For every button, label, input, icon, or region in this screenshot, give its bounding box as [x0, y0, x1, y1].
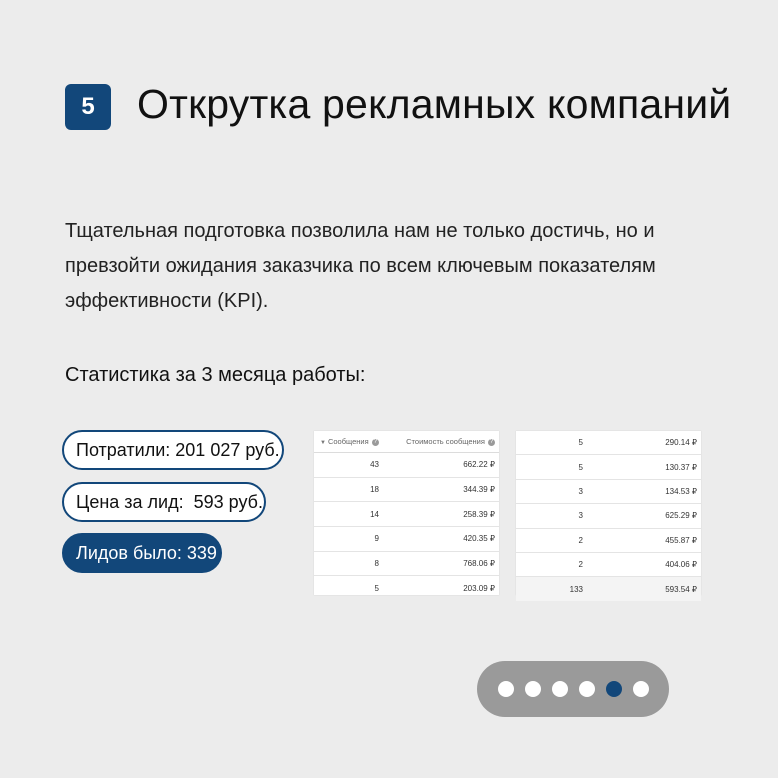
pagination-dot[interactable] [552, 681, 568, 697]
pagination-dot[interactable] [633, 681, 649, 697]
table-row [314, 576, 499, 600]
leads-count-stat-pill: Лидов было: 339 [62, 533, 222, 573]
cell-messages: 8 [374, 559, 379, 569]
stats-subheading: Статистика за 3 месяца работы: [65, 364, 366, 386]
cell-cost: 290.14 ₽ [665, 438, 697, 448]
cell-messages: 5 [374, 583, 379, 593]
slide-pagination [477, 661, 669, 717]
table-row [314, 502, 499, 527]
cell-cost: 768.06 ₽ [463, 559, 495, 569]
column-header-messages-label: Сообщения [327, 437, 369, 446]
cell-messages: 5 [578, 438, 583, 448]
spent-stat-pill: Потратили: 201 027 руб. [62, 430, 284, 470]
cell-cost: 134.53 ₽ [665, 486, 697, 496]
table-row [314, 552, 499, 577]
table-row [314, 478, 499, 503]
table-row [516, 431, 701, 455]
cell-cost: 203.09 ₽ [463, 583, 495, 593]
column-header-messages[interactable] [314, 437, 384, 446]
table-row [516, 553, 701, 577]
table-row [516, 480, 701, 504]
table-body [516, 431, 701, 601]
table-row [516, 455, 701, 479]
table-header [314, 431, 499, 453]
lead-price-stat-pill: Цена за лид: 593 руб. [62, 482, 266, 522]
table-row [314, 527, 499, 552]
column-header-cost[interactable] [384, 437, 499, 446]
cell-messages: 14 [370, 509, 379, 519]
cell-messages: 18 [370, 485, 379, 495]
table-body [314, 453, 499, 600]
pagination-dot[interactable] [498, 681, 514, 697]
cell-cost: 625.29 ₽ [665, 511, 697, 521]
slide-number-badge: 5 [65, 84, 111, 130]
cell-cost: 130.37 ₽ [665, 462, 697, 472]
table-row [516, 504, 701, 528]
cell-cost: 258.39 ₽ [463, 509, 495, 519]
table-row [516, 529, 701, 553]
cell-cost: 455.87 ₽ [665, 535, 697, 545]
messages-table-right [516, 431, 701, 595]
cell-cost: 593.54 ₽ [665, 584, 697, 594]
cell-messages: 3 [578, 486, 583, 496]
table-row [314, 453, 499, 478]
lead-paragraph: Тщательная подготовка позволила нам не только достичь, но и превзойти ожидания заказчика по всем ключевым показателям эффективности (KPI). [65, 220, 656, 312]
table-row [516, 577, 701, 600]
cell-messages: 43 [370, 460, 379, 470]
cell-messages: 3 [578, 511, 583, 521]
cell-messages: 2 [578, 560, 583, 570]
column-header-cost-label: Стоимость сообщения [406, 437, 485, 446]
cell-cost: 404.06 ₽ [665, 560, 697, 570]
pagination-dot[interactable] [606, 681, 622, 697]
cell-messages: 2 [578, 535, 583, 545]
cell-messages: 5 [578, 462, 583, 472]
pagination-dot[interactable] [525, 681, 541, 697]
pagination-dot[interactable] [579, 681, 595, 697]
cell-cost: 420.35 ₽ [463, 534, 495, 544]
help-icon[interactable]: ? [373, 438, 377, 445]
sort-caret-icon: ▼ [320, 440, 326, 446]
messages-table-left [314, 431, 499, 595]
cell-messages: 133 [569, 584, 583, 594]
cell-cost: 662.22 ₽ [463, 460, 495, 470]
cell-cost: 344.39 ₽ [463, 485, 495, 495]
slide-title: Открутка рекламных компаний [137, 81, 732, 127]
help-icon[interactable]: ? [489, 438, 494, 445]
cell-messages: 9 [374, 534, 379, 544]
